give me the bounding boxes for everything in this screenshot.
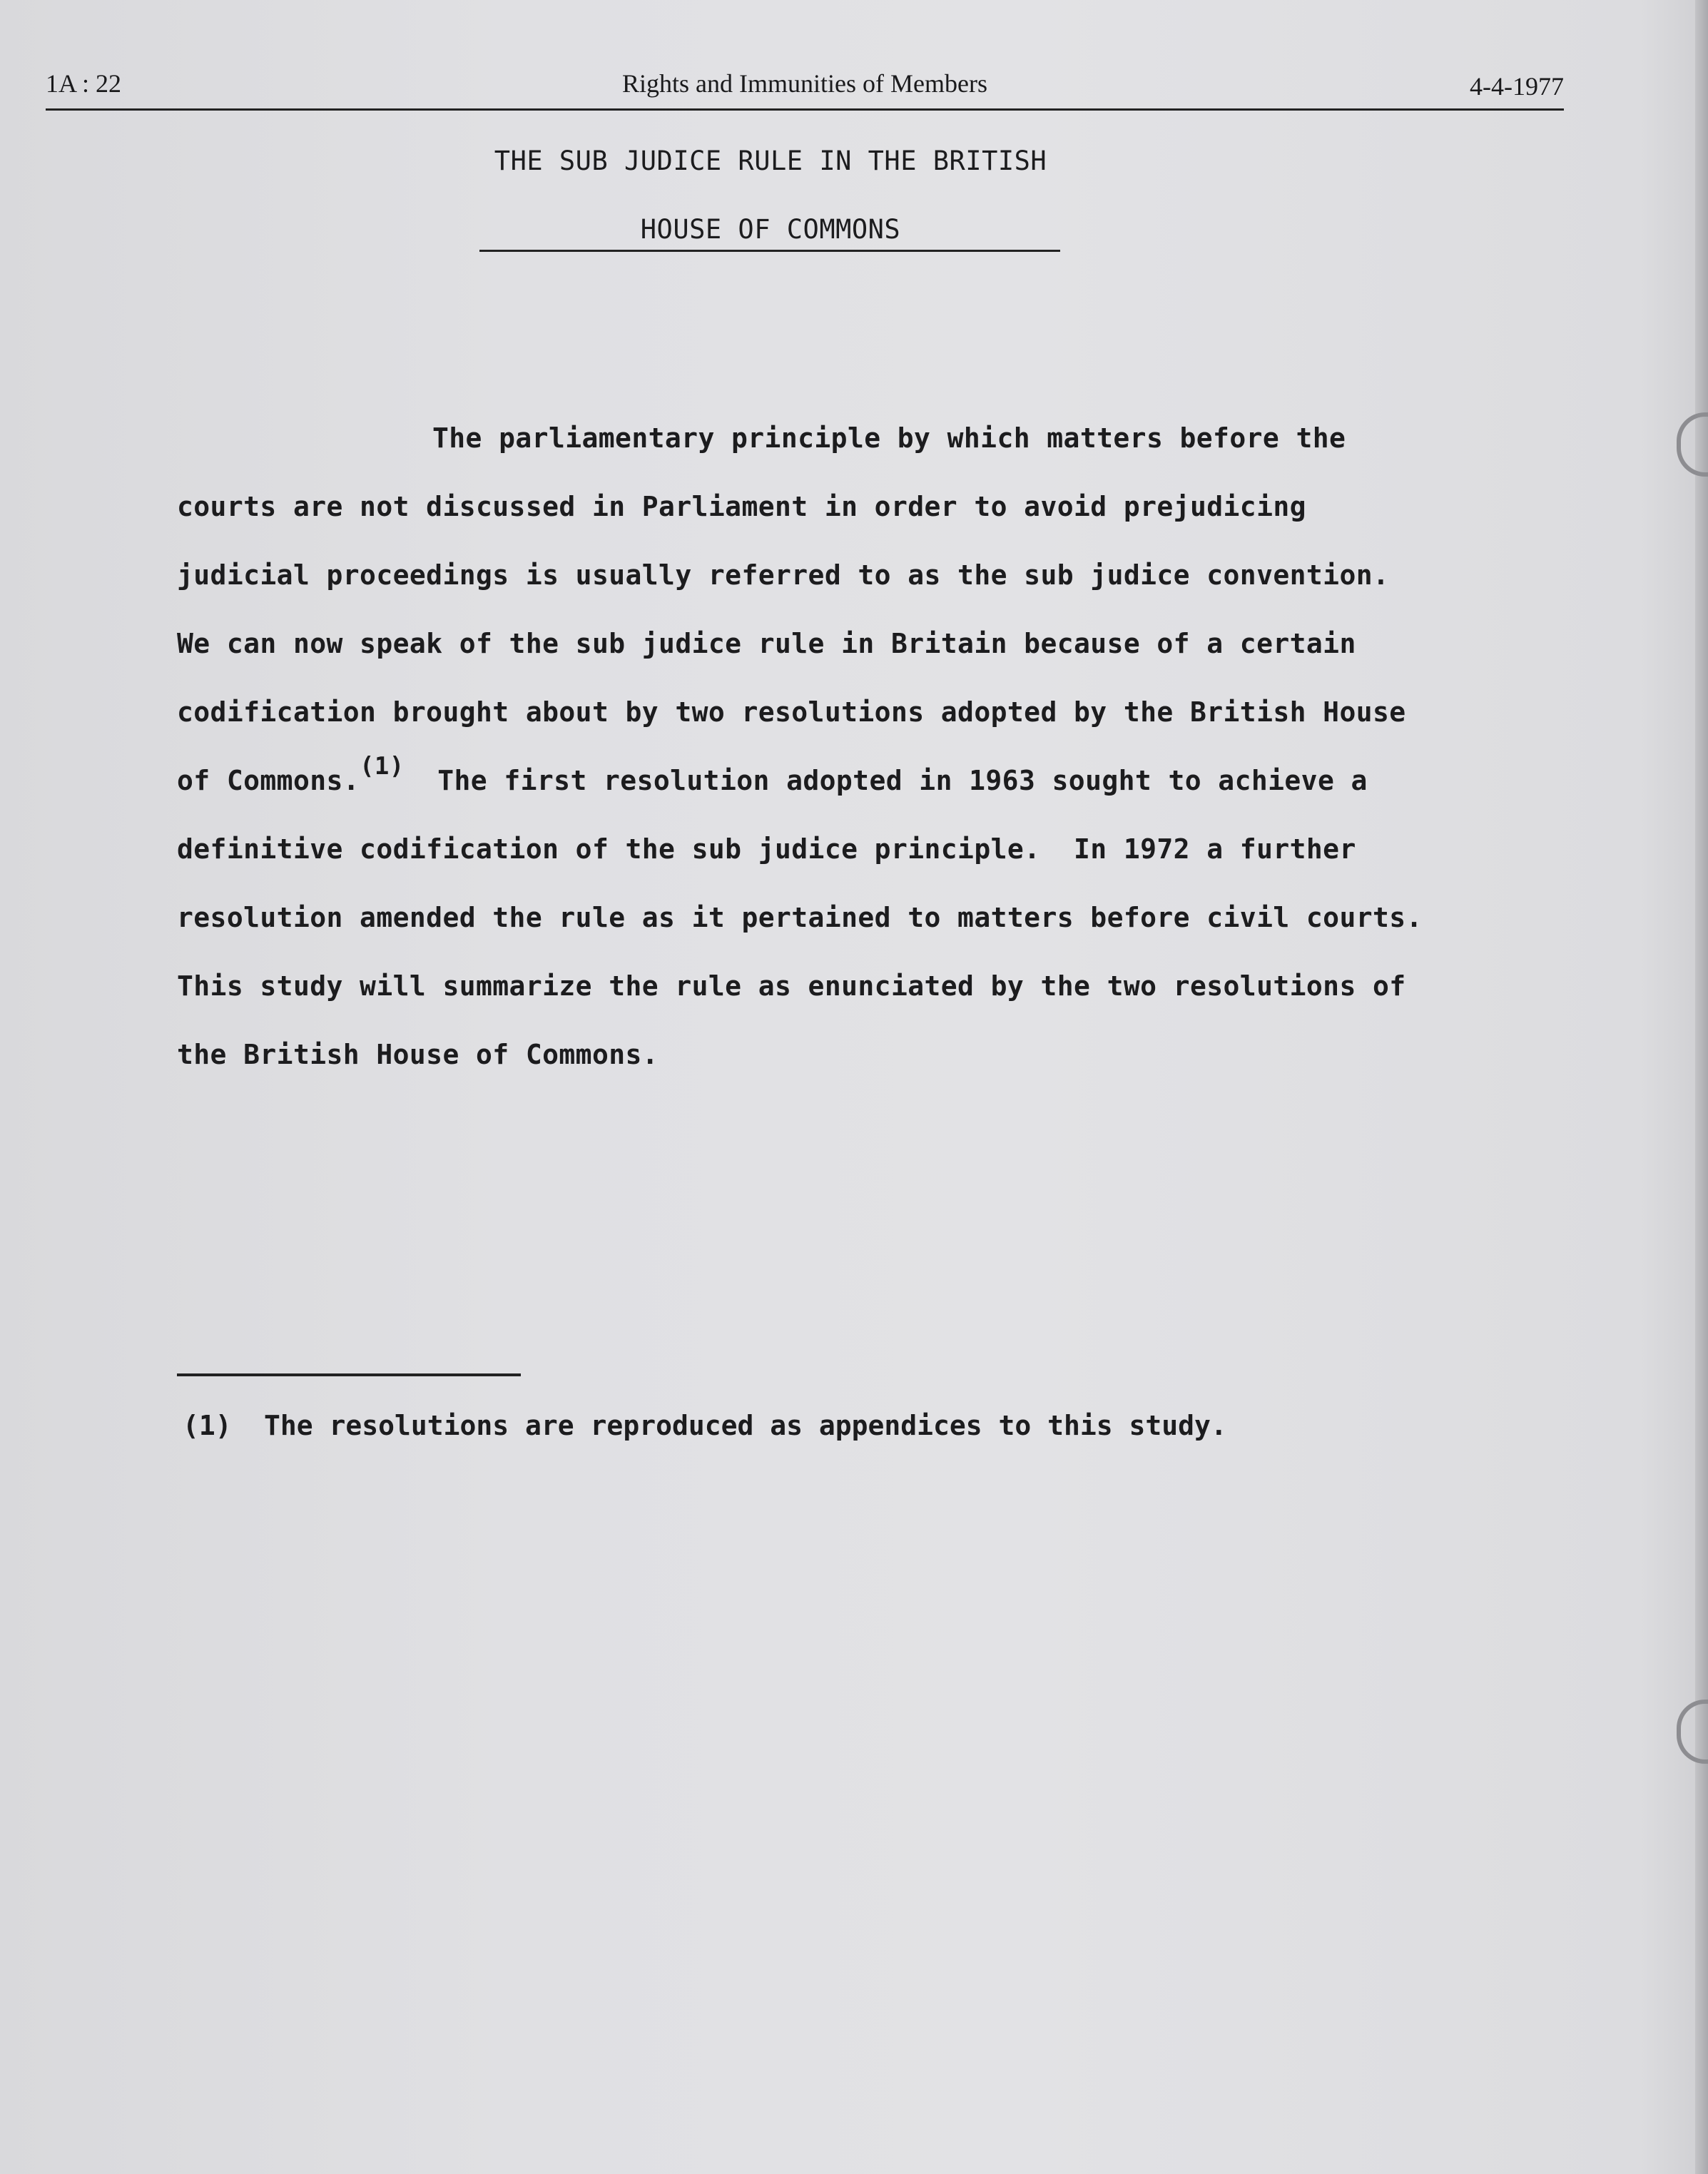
footnote-reference: (1) (360, 752, 405, 781)
bleed-through-mark (457, 285, 499, 345)
header-date: 4-4-1977 (1470, 72, 1564, 101)
footnote-number: (1) (183, 1410, 232, 1441)
body-line: the British House of Commons. (177, 1039, 659, 1070)
body-line: codification brought about by two resolutions adopted by the British House (177, 696, 1406, 728)
document-title-line-1: THE SUB JUDICE RULE IN THE BRITISH (494, 146, 1047, 176)
header-section-title: Rights and Immunities of Members (622, 69, 987, 98)
binding-edge (1695, 0, 1708, 2174)
body-line: courts are not discussed in Parliament in order to avoid prejudicing (177, 491, 1306, 522)
document-title-line-2: HOUSE OF COMMONS (640, 214, 901, 245)
running-header (46, 68, 1564, 111)
header-page-number: 1A : 22 (46, 69, 122, 98)
footnote-separator (177, 1373, 521, 1376)
binder-ring-hole (1677, 412, 1708, 477)
body-line-text: of Commons. (177, 765, 360, 796)
binder-ring-hole (1677, 1700, 1708, 1764)
footnote-text: The resolutions are reproduced as appendices to this study. (264, 1410, 1227, 1441)
body-line: This study will summarize the rule as enunciated by the two resolutions of (177, 970, 1406, 1002)
title-underline (479, 250, 1060, 252)
body-line: definitive codification of the sub judice principle. In 1972 a further (177, 833, 1356, 865)
body-line: resolution amended the rule as it pertained to matters before civil courts. (177, 902, 1423, 933)
body-line: The parliamentary principle by which matters before the (432, 422, 1346, 454)
body-line (177, 752, 1368, 796)
body-line: judicial proceedings is usually referred to as the sub judice convention. (177, 559, 1390, 591)
body-line: We can now speak of the sub judice rule in Britain because of a certain (177, 628, 1356, 659)
body-line-text: The first resolution adopted in 1963 sought to achieve a (437, 765, 1368, 796)
footnote (183, 1410, 1227, 1441)
